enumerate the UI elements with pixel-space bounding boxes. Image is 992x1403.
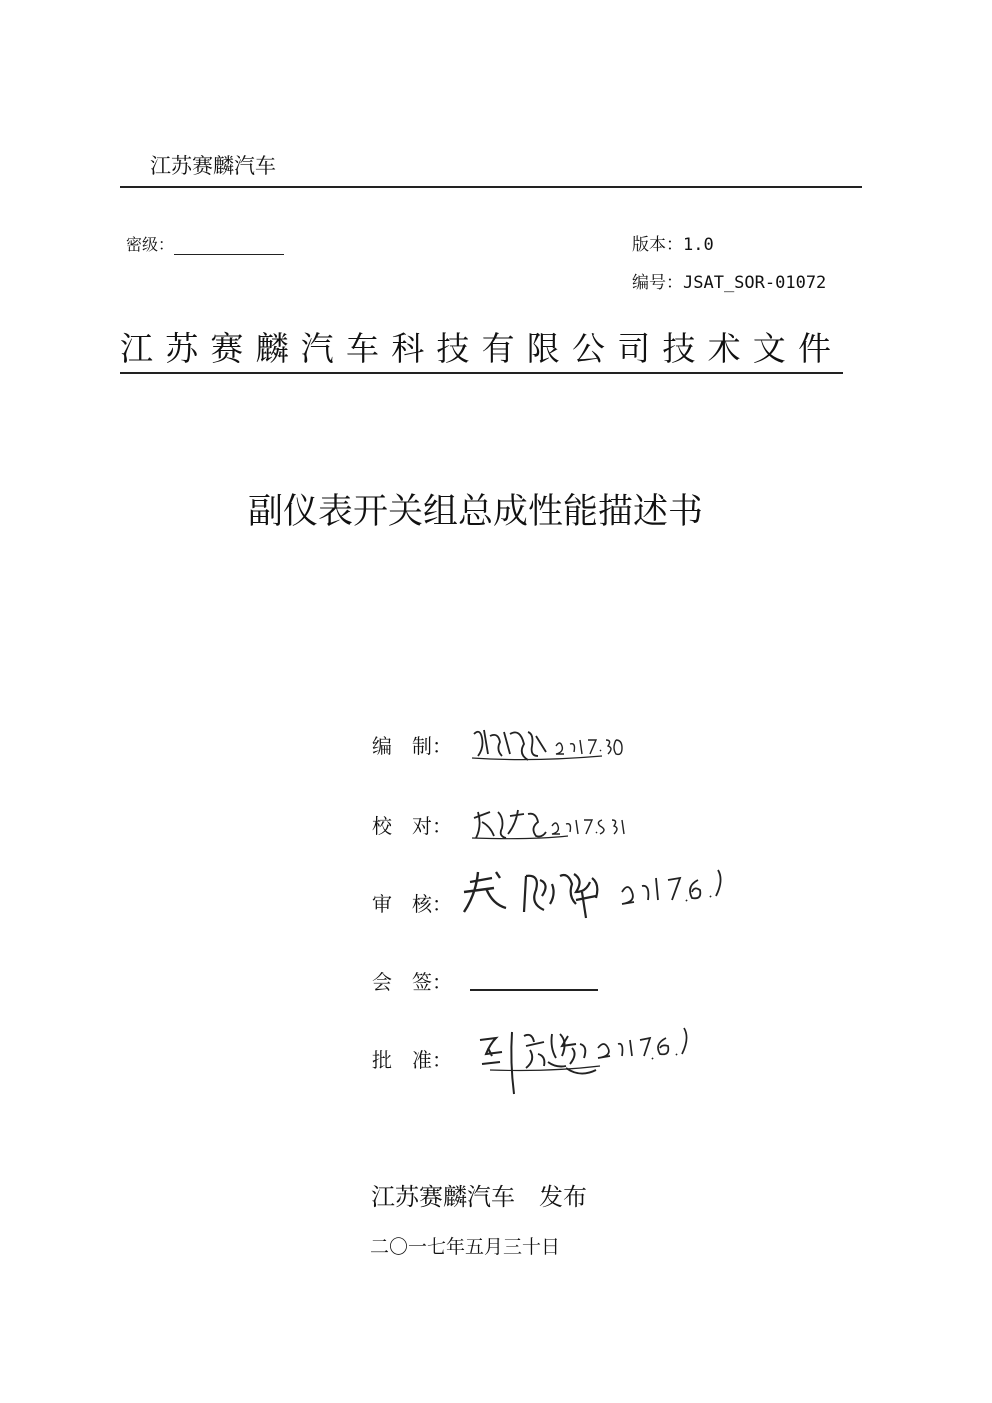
review-signature [456, 862, 726, 926]
signoff-review [372, 888, 466, 917]
check-label: 校 对： [372, 814, 452, 838]
version-label: 版本： [632, 235, 683, 255]
document-title: 副仪表开关组总成性能描述书 [248, 492, 704, 532]
signoff-compile [372, 730, 466, 759]
header-rule [120, 186, 862, 188]
signoff-countersign [372, 966, 466, 995]
approve-label: 批 准： [372, 1048, 452, 1072]
check-signature [470, 804, 650, 844]
compile-signature [470, 722, 650, 762]
countersign-label: 会 签： [372, 970, 452, 994]
compile-label: 编 制： [372, 734, 452, 758]
document-code-label: 编号： [632, 273, 683, 293]
signoff-approve [372, 1044, 466, 1073]
document-code-field [632, 268, 826, 293]
document-code-value: JSAT_SOR-01072 [683, 273, 827, 293]
publisher: 江苏赛麟汽车 发布 [371, 1183, 587, 1211]
review-label: 审 核： [372, 892, 452, 916]
secret-level-label: 密级： [126, 235, 175, 254]
version-value: 1.0 [683, 235, 714, 255]
signoff-check [372, 810, 466, 839]
countersign-blank-line [470, 989, 598, 991]
company-document-heading: 江苏赛麟汽车科技有限公司技术文件 [120, 323, 843, 374]
version-field [632, 230, 714, 255]
approve-signature [468, 1018, 708, 1098]
secret-level [126, 232, 284, 255]
header-company-name: 江苏赛麟汽车 [150, 154, 276, 178]
secret-level-blank [174, 236, 284, 255]
publish-date: 二〇一七年五月三十日 [370, 1236, 561, 1258]
